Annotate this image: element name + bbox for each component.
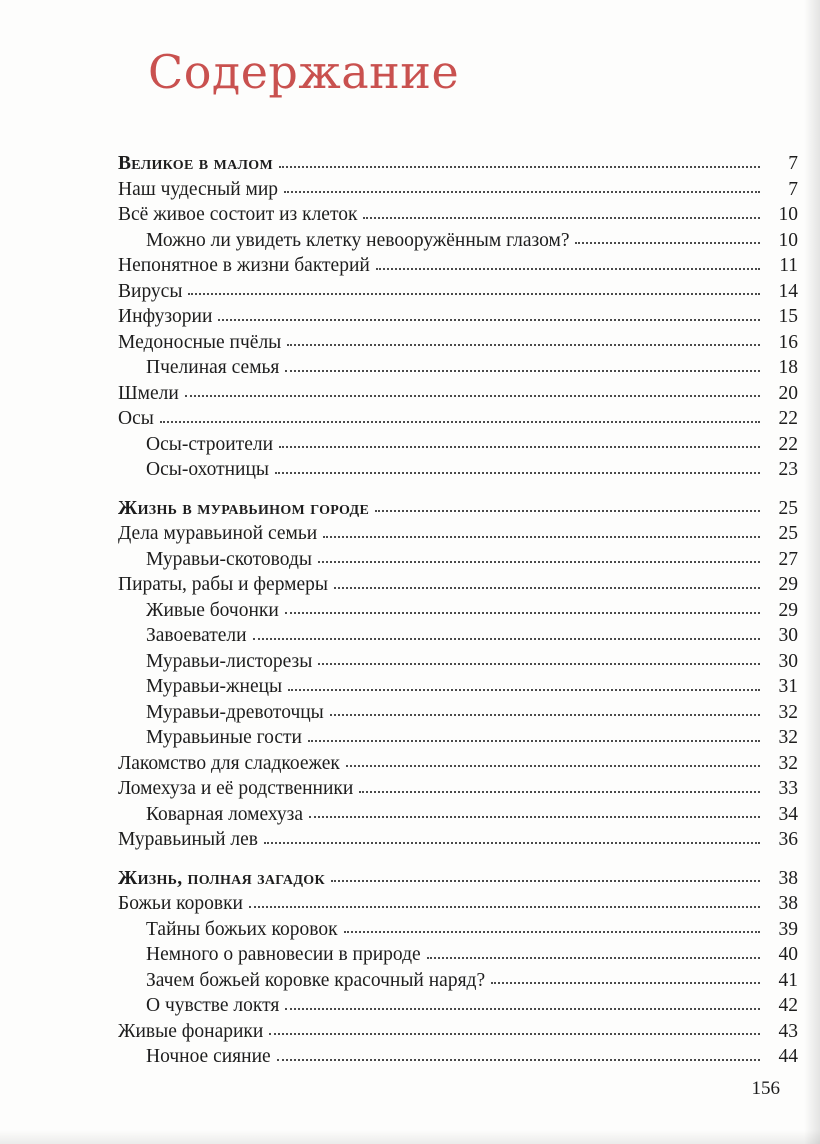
toc-entry-page-number: 36 (778, 829, 798, 850)
toc-entry[interactable] (118, 174, 798, 200)
toc-group-gap (118, 850, 798, 863)
toc-entry-page-number: 29 (778, 574, 798, 595)
toc-leader-dots (309, 815, 760, 818)
toc-leader-dots (249, 905, 760, 908)
toc-entry-page-number: 32 (778, 727, 798, 748)
toc-entry-label: О чувстве локтя (146, 995, 280, 1016)
page-number: 156 (751, 1078, 780, 1099)
toc-entry-label: Коварная ломехуза (146, 803, 304, 825)
toc-entry-page-number: 31 (778, 676, 798, 697)
toc-entry-page-number: 30 (778, 650, 798, 672)
toc-entry-label: Муравьи-жнецы (146, 676, 283, 697)
toc-entry-label: Ломехуза и её родственники (118, 778, 354, 799)
toc-entry-page-number: 20 (778, 382, 798, 404)
toc-entry[interactable] (118, 965, 798, 991)
toc-leader-dots (359, 790, 760, 793)
toc-entry-page-number: 43 (778, 1020, 798, 1042)
toc-leader-dots (253, 637, 760, 640)
toc-entry[interactable] (118, 697, 798, 723)
toc-entry-label: Великое в малом (118, 153, 273, 174)
table-of-contents (118, 148, 798, 1067)
toc-leader-dots (264, 841, 760, 844)
toc-entry-page-number: 39 (778, 918, 798, 940)
toc-entry-page-number: 22 (778, 408, 798, 429)
toc-entry-label: Зачем божьей коровке красочный наряд? (146, 969, 486, 991)
toc-entry[interactable] (118, 454, 798, 480)
toc-leader-dots (323, 535, 760, 538)
toc-leader-dots (318, 560, 760, 563)
toc-entry-page-number: 34 (778, 803, 798, 825)
toc-entry-page-number: 11 (779, 255, 798, 276)
toc-section-entry[interactable] (118, 863, 798, 889)
toc-entry-label: Муравьи-скотоводы (146, 548, 312, 570)
toc-entry[interactable] (118, 378, 798, 404)
toc-entry-page-number: 22 (778, 433, 798, 455)
toc-entry-page-number: 14 (778, 280, 798, 302)
toc-entry-page-number: 44 (778, 1046, 798, 1067)
toc-leader-dots (575, 241, 760, 244)
toc-leader-dots (277, 1058, 760, 1061)
toc-section-entry[interactable] (118, 493, 798, 519)
page-edge-shading-bottom (0, 1130, 820, 1144)
toc-entry[interactable] (118, 544, 798, 570)
toc-leader-dots (279, 445, 760, 448)
toc-leader-dots (288, 688, 760, 691)
toc-entry-label: Жизнь, полная загадок (118, 867, 325, 889)
toc-entry[interactable] (118, 990, 798, 1016)
toc-entry[interactable] (118, 1041, 798, 1067)
toc-entry-label: Лакомство для сладкоежек (118, 752, 340, 774)
toc-entry-label: Жизнь в муравьином городе (118, 497, 370, 519)
toc-leader-dots (285, 611, 760, 614)
toc-entry[interactable] (118, 250, 798, 276)
toc-entry-page-number: 10 (778, 229, 798, 251)
toc-entry-label: Шмели (118, 382, 179, 404)
toc-leader-dots (285, 1007, 760, 1010)
toc-entry-label: Осы-строители (146, 433, 274, 455)
toc-entry-label: Осы-охотницы (146, 459, 270, 480)
toc-leader-dots (344, 930, 760, 933)
toc-entry[interactable] (118, 429, 798, 455)
toc-entry[interactable] (118, 914, 798, 940)
toc-entry-label: Божьи коровки (118, 893, 243, 914)
toc-entry-page-number: 29 (778, 599, 798, 621)
toc-leader-dots (363, 216, 760, 219)
toc-entry-page-number: 15 (778, 306, 798, 327)
toc-entry-label: Ночное сияние (146, 1046, 271, 1067)
toc-leader-dots (308, 739, 760, 742)
toc-entry[interactable] (118, 939, 798, 965)
toc-entry-page-number: 42 (778, 995, 798, 1016)
toc-entry-page-number: 7 (788, 153, 798, 174)
toc-leader-dots (285, 369, 760, 372)
toc-leader-dots (269, 1032, 760, 1035)
toc-entry-label: Пираты, рабы и фермеры (118, 574, 328, 595)
toc-entry[interactable] (118, 276, 798, 302)
toc-entry[interactable] (118, 824, 798, 850)
toc-leader-dots (334, 586, 760, 589)
toc-entry-page-number: 30 (778, 625, 798, 646)
toc-entry-page-number: 16 (778, 331, 798, 353)
toc-entry[interactable] (118, 301, 798, 327)
page-title: Содержание (148, 44, 460, 99)
toc-entry-page-number: 25 (778, 523, 798, 544)
toc-entry-label: Дела муравьиной семьи (118, 523, 318, 544)
toc-leader-dots (346, 764, 760, 767)
toc-leader-dots (427, 956, 760, 959)
toc-entry[interactable] (118, 595, 798, 621)
toc-entry-page-number: 27 (778, 548, 798, 570)
toc-entry[interactable] (118, 518, 798, 544)
toc-entry[interactable] (118, 199, 798, 225)
toc-entry-page-number: 38 (778, 867, 798, 889)
toc-entry-label: Пчелиная семья (146, 357, 280, 378)
toc-entry[interactable] (118, 352, 798, 378)
toc-entry-page-number: 25 (778, 497, 798, 519)
toc-entry-label: Можно ли увидеть клетку невооружённым глазом? (146, 229, 570, 251)
toc-entry[interactable] (118, 888, 798, 914)
toc-entry-label: Медоносные пчёлы (118, 331, 282, 353)
toc-entry-label: Живые фонарики (118, 1020, 264, 1042)
toc-entry-label: Вирусы (118, 280, 183, 302)
toc-entry-label: Осы (118, 408, 154, 429)
page-edge-shading-right (804, 0, 820, 1144)
toc-leader-dots (331, 879, 760, 882)
toc-entry-label: Тайны божьих коровок (146, 918, 338, 940)
toc-leader-dots (275, 471, 760, 474)
toc-entry-label: Немного о равновесии в природе (146, 944, 421, 965)
toc-entry-page-number: 7 (788, 178, 798, 200)
toc-entry-page-number: 23 (778, 459, 798, 480)
toc-entry-label: Муравьи-древоточцы (146, 701, 324, 723)
toc-entry-page-number: 10 (778, 204, 798, 225)
toc-leader-dots (375, 509, 760, 512)
toc-entry-page-number: 18 (778, 357, 798, 378)
toc-leader-dots (318, 662, 760, 665)
toc-entry[interactable] (118, 799, 798, 825)
toc-entry[interactable] (118, 327, 798, 353)
toc-entry-page-number: 41 (778, 969, 798, 991)
toc-entry-label: Муравьиные гости (146, 727, 302, 748)
toc-entry-page-number: 33 (778, 778, 798, 799)
toc-entry-label: Муравьиный лев (118, 829, 258, 850)
toc-entry[interactable] (118, 569, 798, 595)
toc-entry-page-number: 32 (778, 701, 798, 723)
toc-entry-page-number: 32 (778, 752, 798, 774)
toc-leader-dots (218, 318, 760, 321)
toc-entry-label: Непонятное в жизни бактерий (118, 255, 370, 276)
toc-group-gap (118, 480, 798, 493)
toc-entry[interactable] (118, 1016, 798, 1042)
toc-section-entry[interactable] (118, 148, 798, 174)
toc-entry-page-number: 38 (778, 893, 798, 914)
toc-entry-label: Завоеватели (146, 625, 247, 646)
toc-leader-dots (330, 713, 760, 716)
toc-entry[interactable] (118, 773, 798, 799)
toc-entry[interactable] (118, 403, 798, 429)
toc-leader-dots (185, 394, 760, 397)
toc-leader-dots (284, 190, 760, 193)
toc-leader-dots (287, 343, 760, 346)
toc-entry[interactable] (118, 748, 798, 774)
toc-entry-label: Наш чудесный мир (118, 178, 279, 200)
toc-leader-dots (376, 267, 760, 270)
toc-entry-label: Всё живое состоит из клеток (118, 204, 358, 225)
toc-entry[interactable] (118, 620, 798, 646)
toc-entry-label: Инфузории (118, 306, 213, 327)
toc-entry[interactable] (118, 722, 798, 748)
toc-leader-dots (279, 165, 760, 168)
toc-leader-dots (188, 292, 760, 295)
toc-entry-page-number: 40 (778, 944, 798, 965)
toc-entry-label: Живые бочонки (146, 599, 279, 621)
toc-leader-dots (160, 420, 760, 423)
toc-entry[interactable] (118, 225, 798, 251)
toc-leader-dots (491, 981, 760, 984)
toc-entry[interactable] (118, 646, 798, 672)
toc-entry[interactable] (118, 671, 798, 697)
toc-entry-label: Муравьи-листорезы (146, 650, 313, 672)
